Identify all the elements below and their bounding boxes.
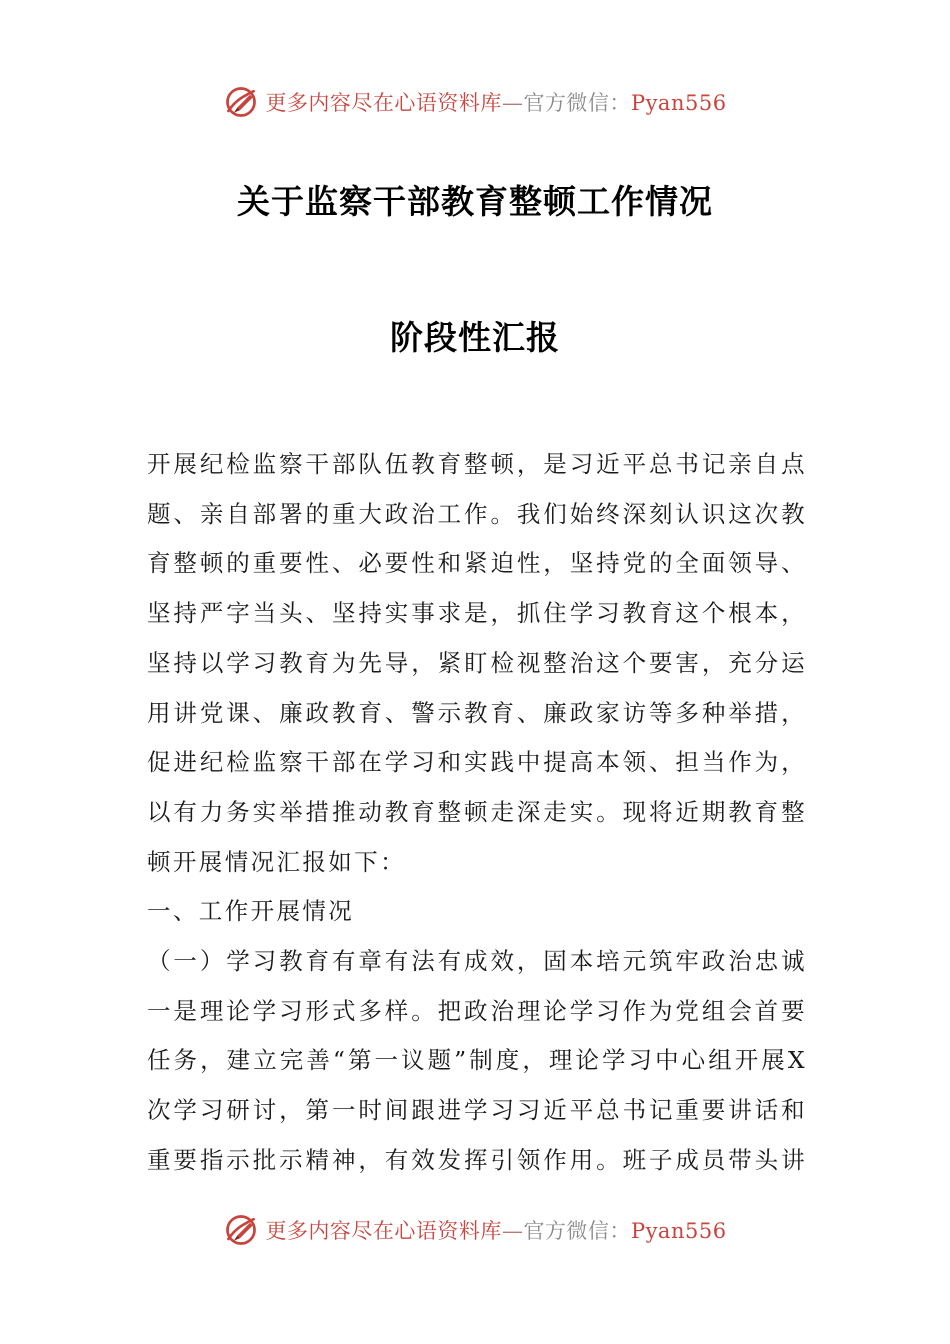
body-line: 坚持严字当头、坚持实事求是，抓住学习教育这个根本， — [147, 599, 807, 628]
body-line: 用讲党课、廉政教育、警示教育、廉政家访等多种举措， — [147, 698, 807, 727]
watermark-wechat-id: Pyan556 — [630, 1219, 727, 1243]
watermark-footer — [0, 1208, 950, 1252]
watermark-text — [265, 87, 726, 117]
pen-swirl-logo-icon — [223, 1212, 259, 1248]
subsection-heading: （一）学习教育有章有法有成效，固本培元筑牢政治忠诚 — [147, 947, 807, 976]
watermark-wechat-id: Pyan556 — [630, 91, 727, 115]
document-title-line-1: 关于监察干部教育整顿工作情况 — [237, 182, 713, 221]
watermark-header — [0, 80, 950, 124]
pen-swirl-logo-icon — [223, 84, 259, 120]
body-line: 次学习研讨，第一时间跟进学习习近平总书记重要讲话和 — [147, 1096, 807, 1125]
document-title-line-2: 阶段性汇报 — [390, 318, 560, 357]
body-line: 题、亲自部署的重大政治工作。我们始终深刻认识这次教 — [147, 499, 807, 528]
section-heading: 一、工作开展情况 — [147, 897, 355, 926]
watermark-wechat-label: 官方微信： — [523, 1219, 631, 1243]
watermark-library-text: 更多内容尽在心语资料库 — [265, 1219, 502, 1243]
body-line: 促进纪检监察干部在学习和实践中提高本领、担当作为， — [147, 748, 807, 777]
body-line: 一是理论学习形式多样。把政治理论学习作为党组会首要 — [147, 996, 807, 1025]
document-body — [147, 440, 807, 1186]
watermark-text — [265, 1215, 726, 1245]
watermark-library-text: 更多内容尽在心语资料库 — [265, 91, 502, 115]
body-line: 任务，建立完善“第一议题”制度，理论学习中心组开展X — [147, 1046, 807, 1075]
body-line: 坚持以学习教育为先导，紧盯检视整治这个要害，充分运 — [147, 648, 807, 677]
body-line: 顿开展情况汇报如下： — [147, 847, 406, 876]
body-line: 育整顿的重要性、必要性和紧迫性，坚持党的全面领导、 — [147, 549, 807, 578]
body-line: 以有力务实举措推动教育整顿走深走实。现将近期教育整 — [147, 797, 807, 826]
watermark-dash: — — [501, 1219, 524, 1243]
body-line: 重要指示批示精神，有效发挥引领作用。班子成员带头讲 — [147, 1145, 807, 1174]
watermark-wechat-label: 官方微信： — [523, 91, 631, 115]
watermark-dash: — — [501, 91, 524, 115]
body-line: 开展纪检监察干部队伍教育整顿，是习近平总书记亲自点 — [147, 450, 807, 478]
